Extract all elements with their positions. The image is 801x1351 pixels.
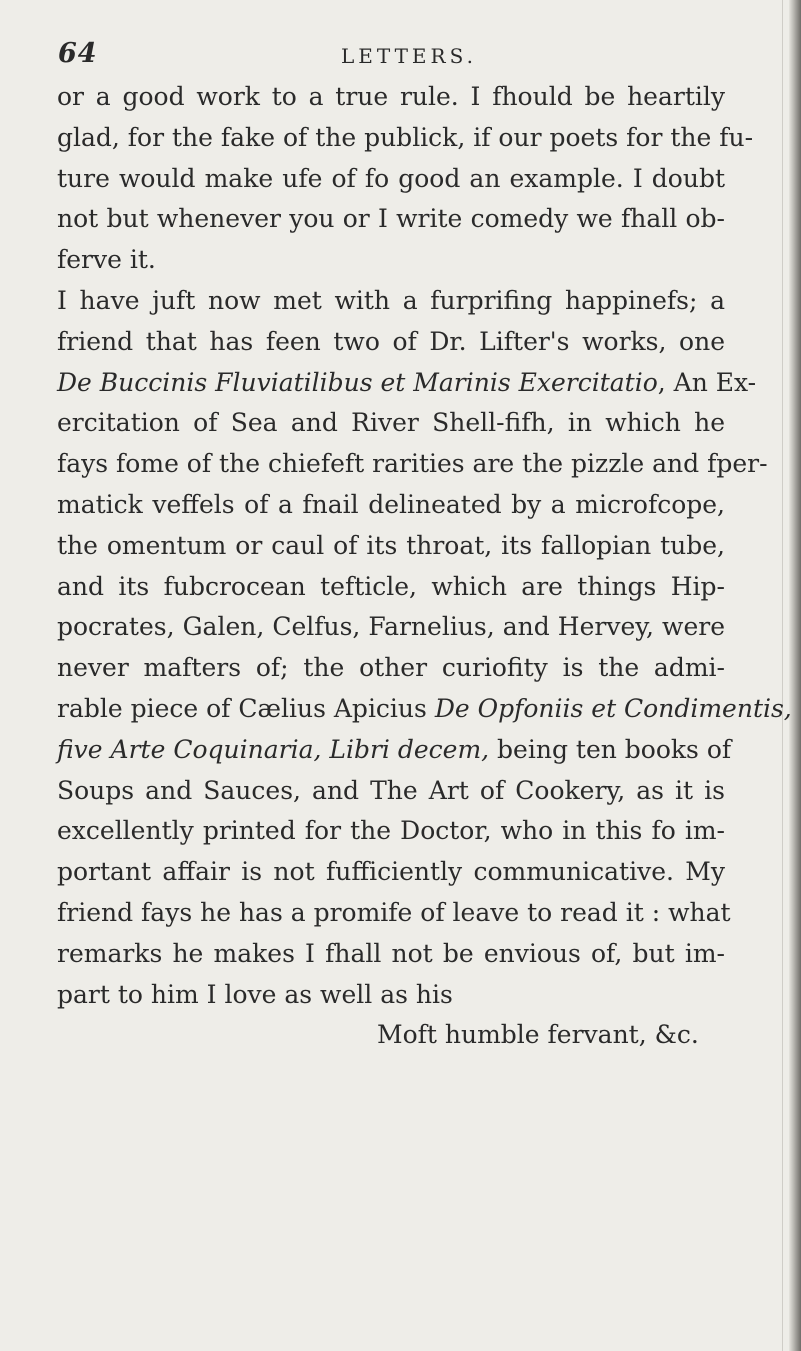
- text-line: part to him I love as well as his: [57, 979, 453, 1009]
- text-line: not but whenever you or I write comedy we fhall ob-: [57, 204, 725, 234]
- text-line: friend fays he has a promife of leave to read it : what: [57, 897, 731, 927]
- text-line: or a good work to a true rule. I fhould be heartily: [57, 82, 725, 111]
- text-line: fays fome of the chiefeft rarities are the pizzle and fper-: [57, 449, 768, 479]
- text-line: matick veffels of a fnail delineated by a microfcope,: [57, 489, 725, 519]
- text-line: friend that has feen two of Dr. Lifter's works, one: [57, 326, 725, 356]
- latin-title: De Opfoniis et Condimentis,: [434, 693, 792, 723]
- text-line: five Arte Coquinaria, Libri decem, being ten books of: [57, 734, 732, 764]
- text-line: excellently printed for the Doctor, who in this fo im-: [57, 816, 725, 846]
- latin-title: five Arte Coquinaria, Libri decem,: [57, 734, 490, 764]
- page-edge-shadow: [789, 0, 801, 1351]
- latin-title: De Buccinis Fluviatilibus et Marinis Exercitatio: [57, 367, 658, 397]
- text-line: I have juft now met with a furprifing happinefs; a: [57, 285, 725, 315]
- page-edge-line: [782, 0, 783, 1351]
- text-line: pocrates, Galen, Celfus, Farnelius, and Hervey, were: [57, 612, 725, 642]
- text-line: glad, for the fake of the publick, if our poets for the fu-: [57, 122, 754, 152]
- text-line: portant affair is not fufficiently communicative. My: [57, 857, 725, 887]
- text-line: ture would make ufe of fo good an example. I doubt: [57, 163, 725, 193]
- signoff: Moft humble fervant, &c.: [377, 1020, 699, 1050]
- running-head: LETTERS.: [341, 44, 477, 68]
- text-line: Soups and Sauces, and The Art of Cookery, as it is: [57, 775, 725, 805]
- text-line: ferve it.: [57, 245, 156, 275]
- text-line: De Buccinis Fluviatilibus et Marinis Exercitatio, An Ex-: [57, 367, 757, 397]
- text-line: rable piece of Cælius Apicius De Opfoniis et Condimentis,: [57, 693, 792, 723]
- page-header: [58, 38, 718, 78]
- text-line: never mafters of; the other curiofity is the admi-: [57, 653, 725, 683]
- text-line: the omentum or caul of its throat, its fallopian tube,: [57, 530, 725, 560]
- letter-text: [57, 77, 792, 1056]
- text-line: remarks he makes I fhall not be envious of, but im-: [57, 938, 725, 968]
- page-number: 64: [58, 38, 98, 69]
- text-line: and its fubcrocean tefticle, which are things Hip-: [57, 571, 725, 601]
- text-line: ercitation of Sea and River Shell-fifh, in which he: [57, 408, 725, 438]
